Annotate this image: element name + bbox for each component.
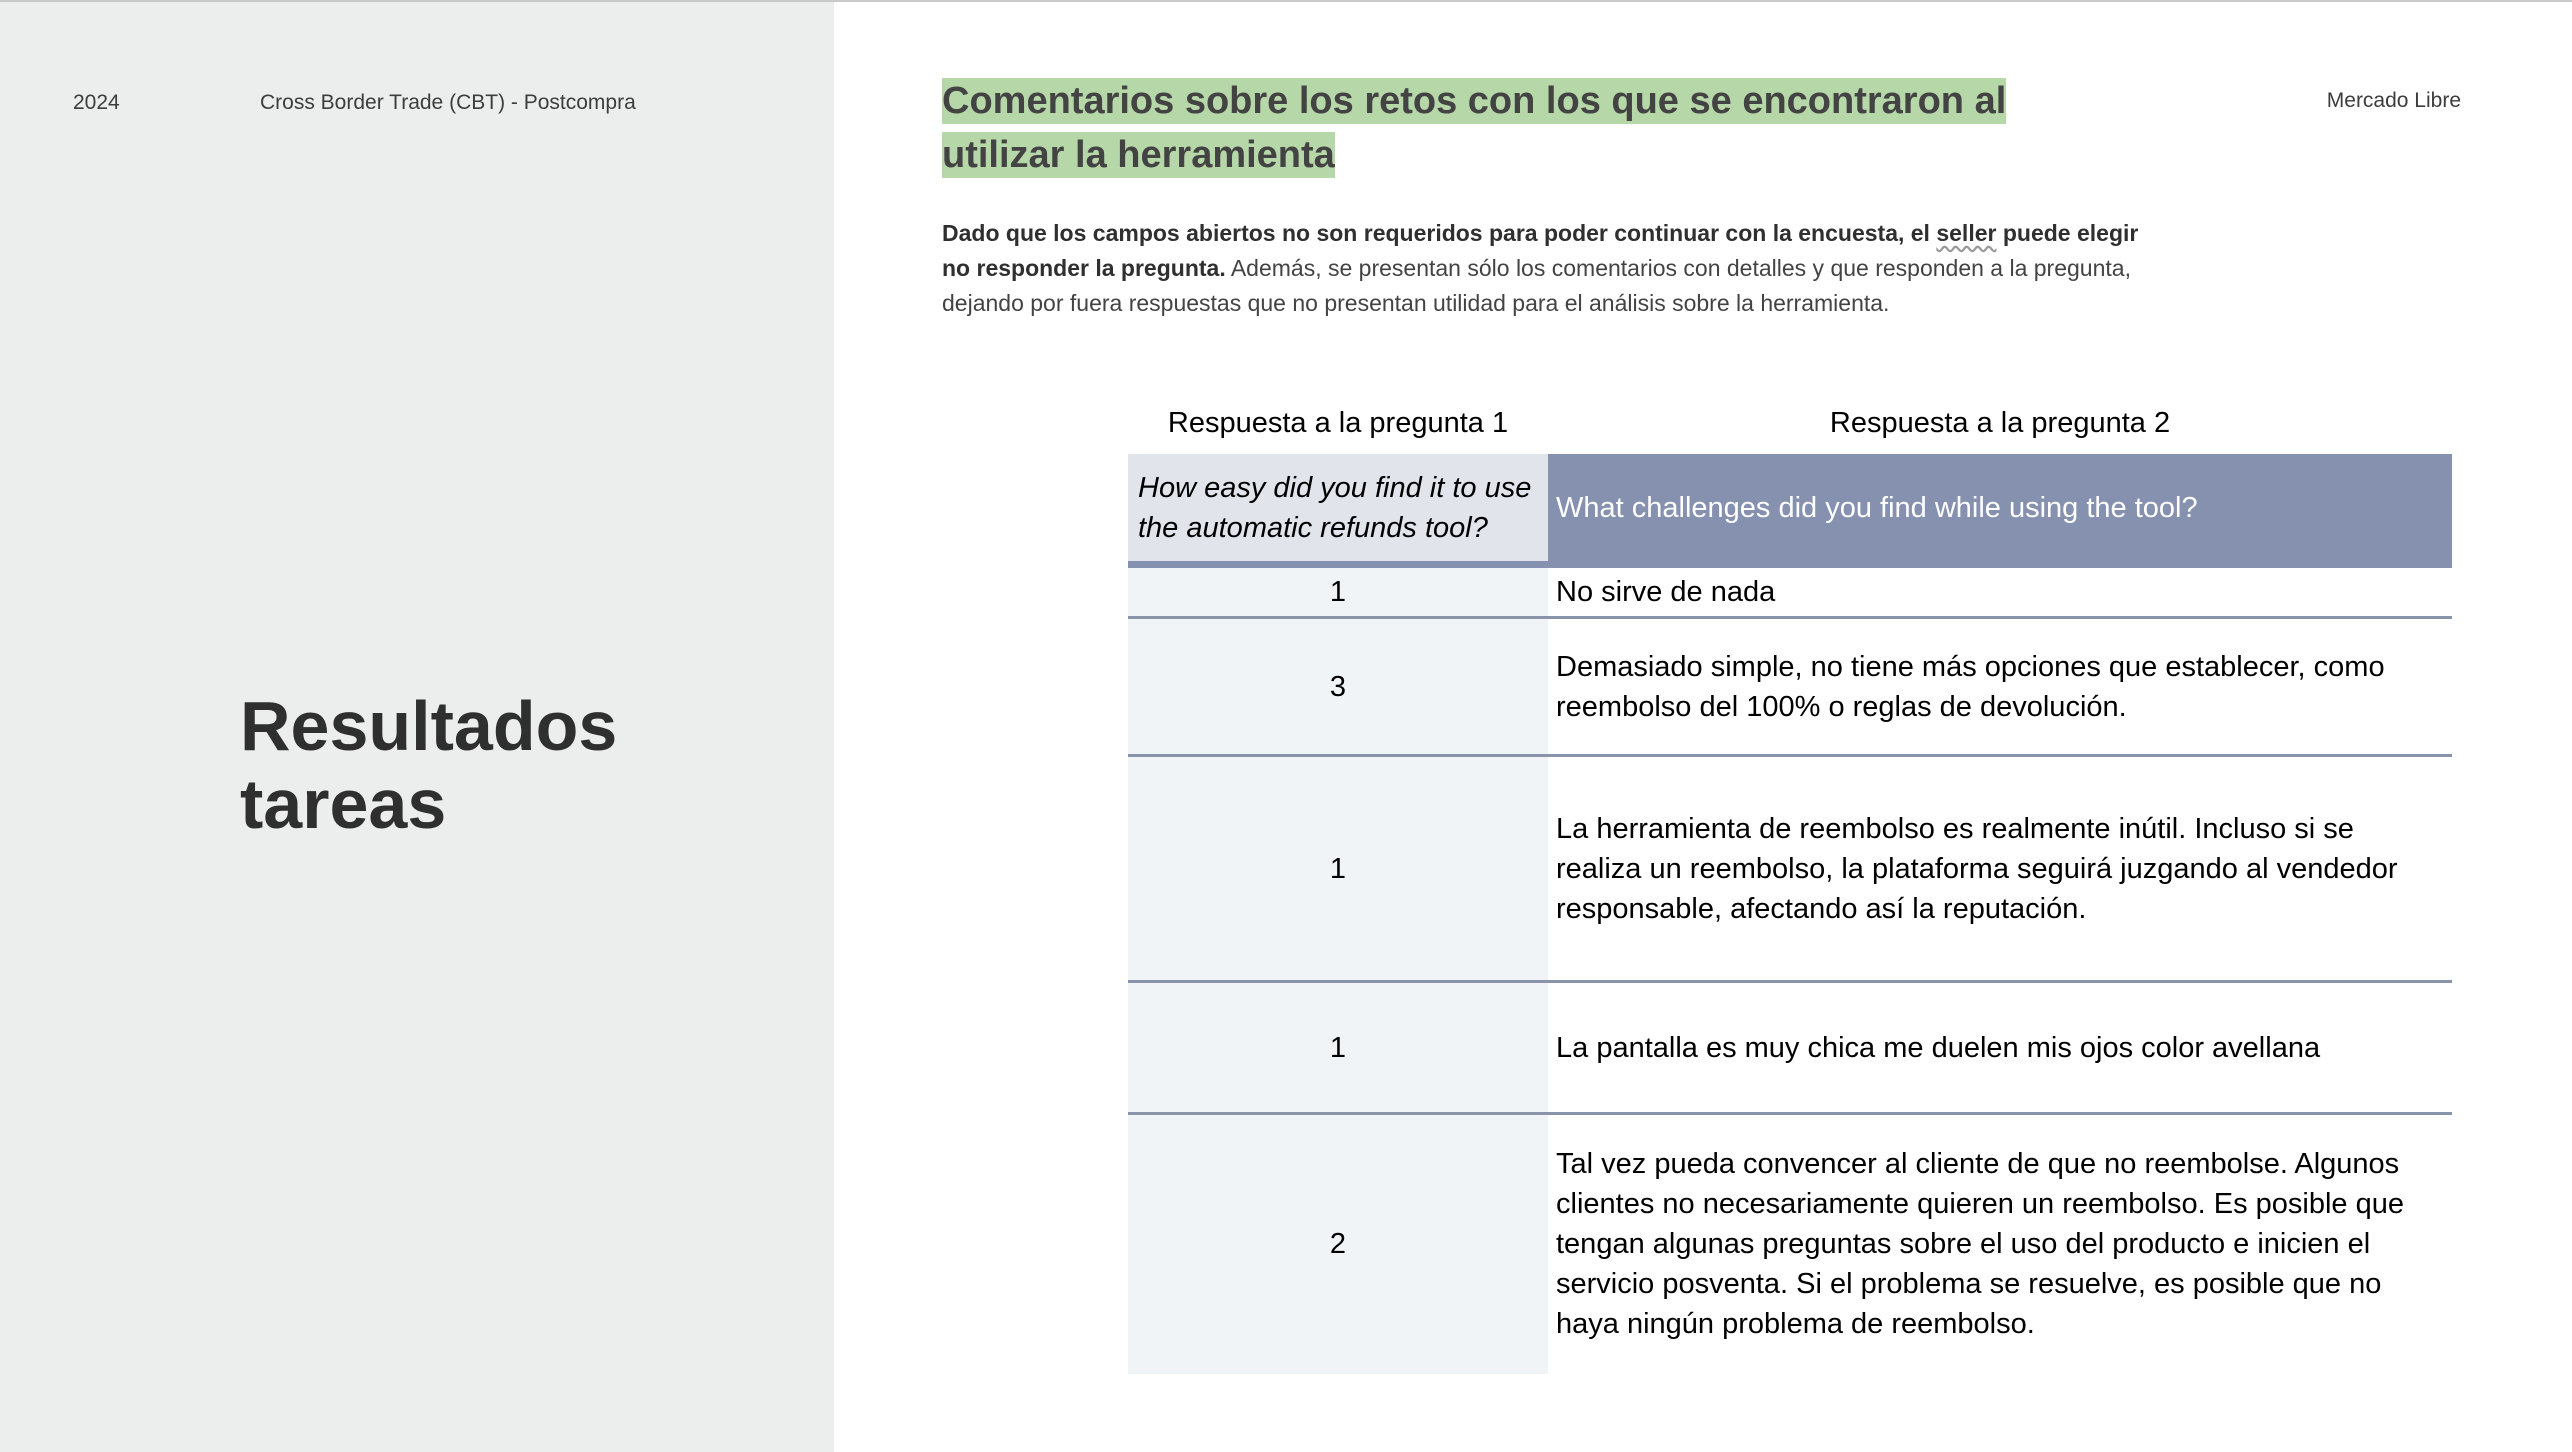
intro-normal: Además, se presentan sólo los comentarios con detalles y que responden a la pregunta, dejando por fuera respuestas que no presentan utilidad para el análisis sobre la herramienta. (942, 255, 2131, 316)
page-title (942, 74, 2042, 182)
intro-paragraph (942, 216, 2142, 321)
score-cell: 1 (1128, 565, 1548, 618)
section-title-line1: Resultados (240, 687, 618, 765)
year-label: 2024 (73, 91, 120, 114)
left-panel (0, 2, 834, 1452)
table-row (1128, 756, 2452, 982)
section-title (240, 687, 800, 843)
score-cell: 1 (1128, 982, 1548, 1114)
table-row (1128, 565, 2452, 618)
question-row (1128, 454, 2452, 565)
intro-bold-part2: puede elegir no responder la pregunta. (942, 220, 2139, 281)
comment-cell: La pantalla es muy chica me duelen mis ojos color avellana (1548, 982, 2452, 1114)
table-row (1128, 982, 2452, 1114)
page-title-highlight: Comentarios sobre los retos con los que se encontraron al utilizar la herramienta (942, 80, 2007, 176)
score-cell: 1 (1128, 756, 1548, 982)
table-header-row (1128, 392, 2452, 454)
intro-bold-part1: Dado que los campos abiertos no son requeridos para poder continuar con la encuesta, el (942, 220, 1930, 246)
col2-header: Respuesta a la pregunta 2 (1829, 407, 2171, 439)
brand-label: Mercado Libre (2326, 89, 2461, 112)
question1-cell: How easy did you find it to use the automatic refunds tool? (1128, 454, 1548, 565)
comment-cell: Tal vez pueda convencer al cliente de que no reembolse. Algunos clientes no necesariamente quieren un reembolso. Es posible que tengan algunas preguntas sobre el uso del producto e inicien el servicio posventa. Si el problema se resuelve, es posible que no haya ningún problema de reembolso. (1556, 1148, 2404, 1341)
comment-cell: No sirve de nada (1548, 565, 2452, 618)
score-cell: 3 (1128, 618, 1548, 756)
col1-header: Respuesta a la pregunta 1 (1167, 407, 1509, 439)
table-row (1128, 1114, 2452, 1374)
score-cell: 2 (1128, 1114, 1548, 1374)
comment-cell: La herramienta de reembolso es realmente inútil. Incluso si se realiza un reembolso, la plataforma seguirá juzgando al vendedor responsable, afectando así la reputación. (1548, 756, 2452, 982)
comment-cell: Demasiado simple, no tiene más opciones que establecer, como reembolso del 100% o reglas de devolución. (1548, 618, 2452, 756)
responses-table (1128, 392, 2452, 1374)
table-row (1128, 618, 2452, 756)
section-title-line2: tareas (240, 765, 447, 843)
project-label: Cross Border Trade (CBT) - Postcompra (260, 91, 636, 114)
intro-bold-seller: seller (1936, 220, 1997, 246)
question2-cell: What challenges did you find while using the tool? (1548, 454, 2452, 565)
